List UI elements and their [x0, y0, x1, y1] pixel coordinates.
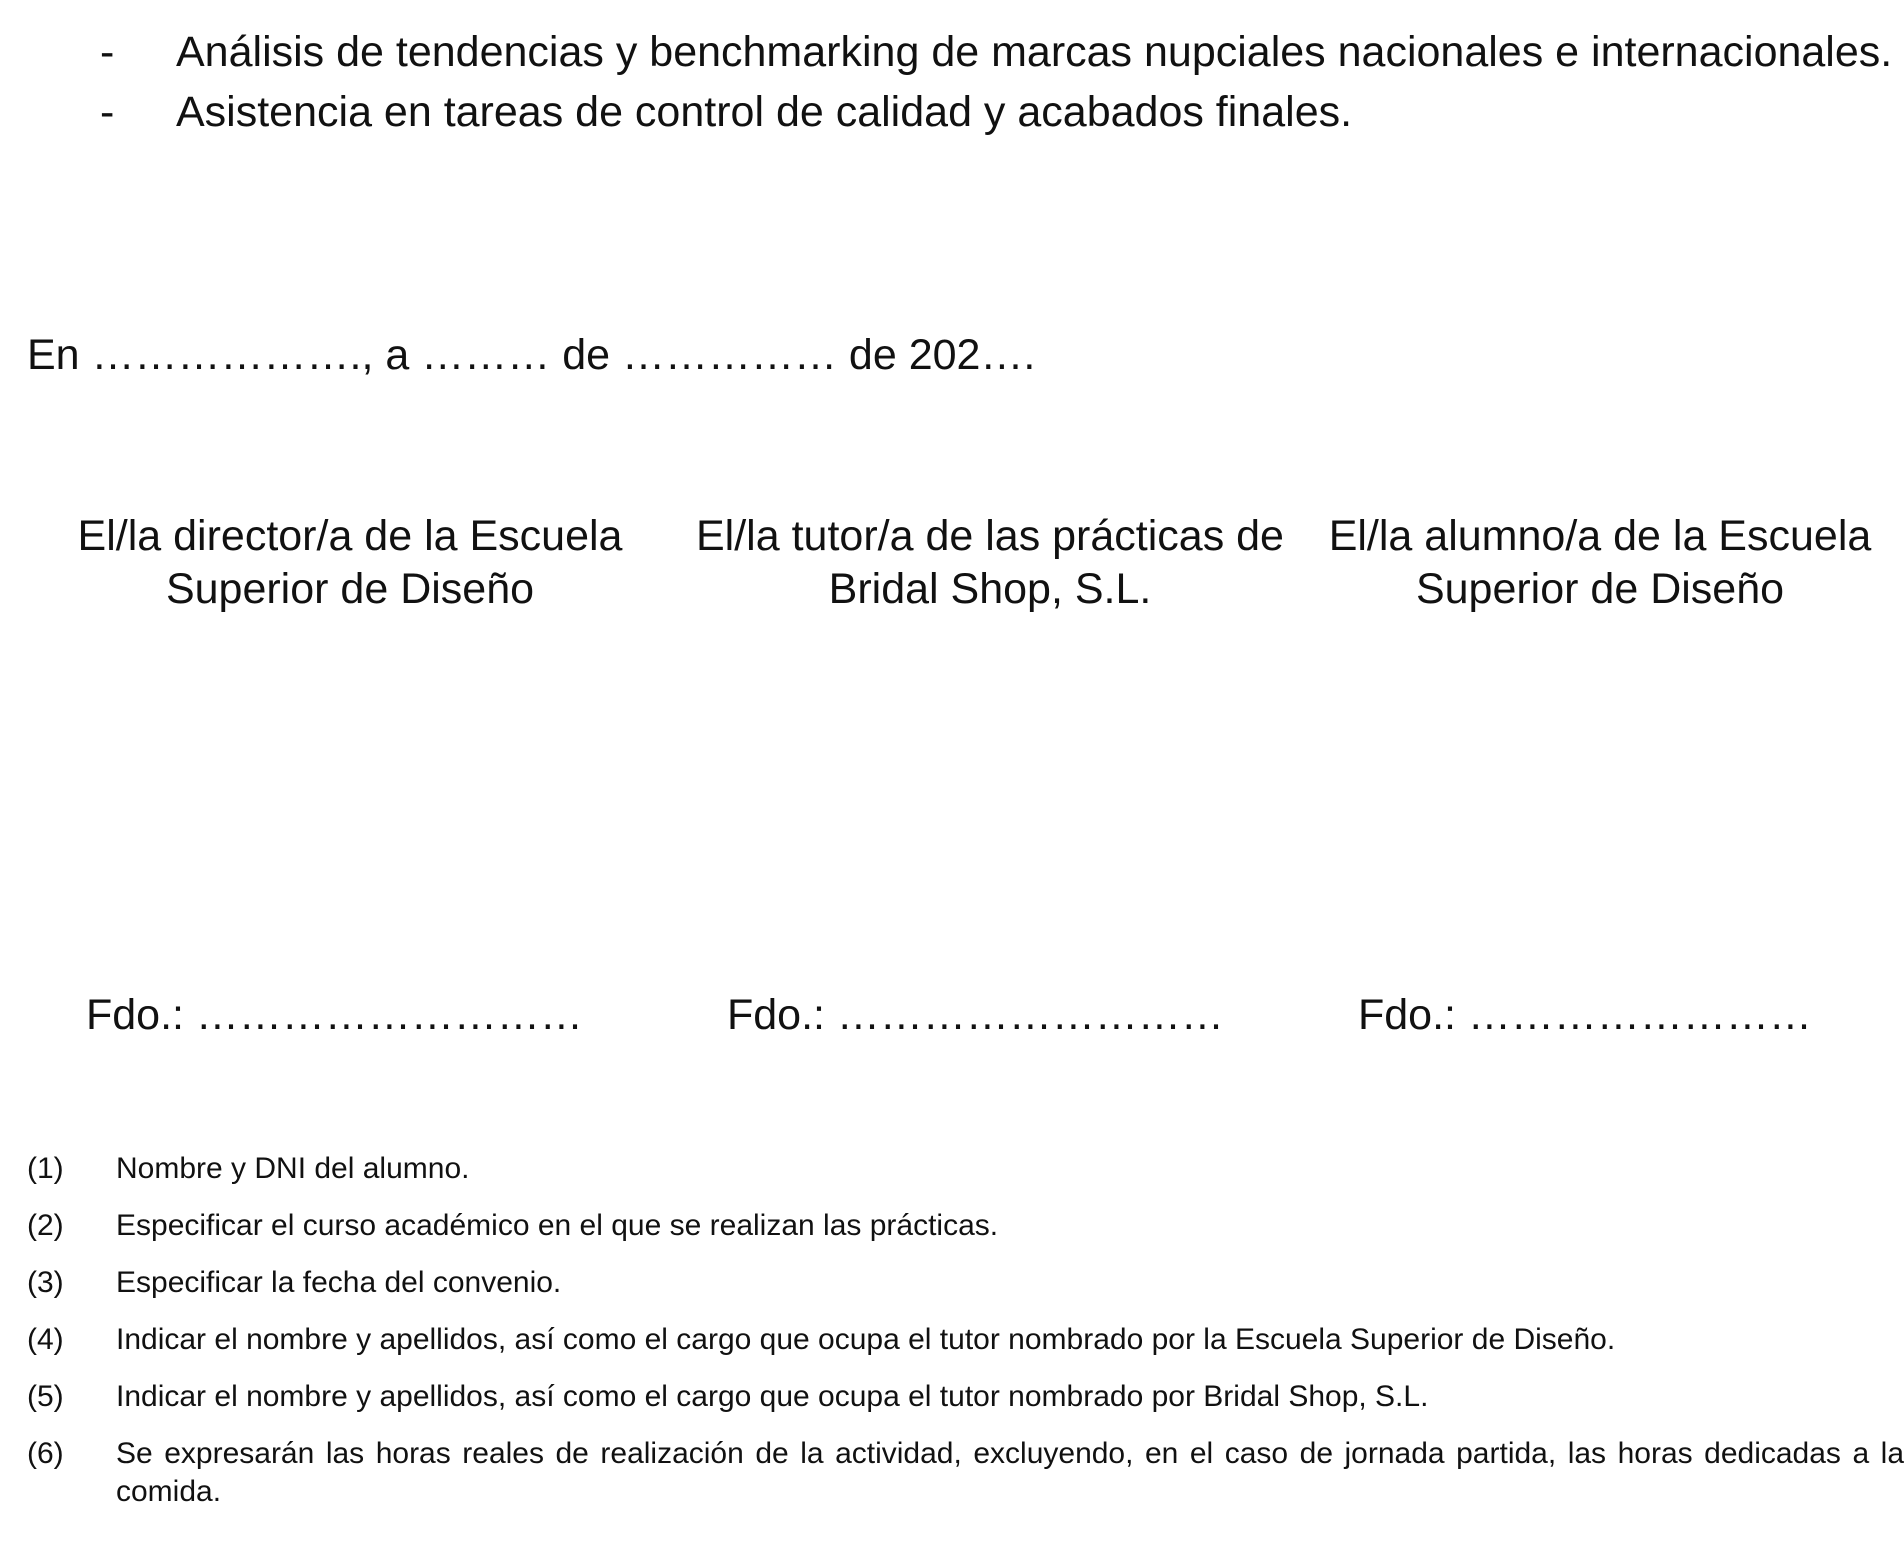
signature-role-student: El/la alumno/a de la Escuela Superior de Diseño [1328, 512, 1872, 613]
activity-list [0, 22, 1904, 142]
signature-role-tutor: El/la tutor/a de las prácticas de Bridal Shop, S.L. [696, 512, 1284, 613]
footnote-number: (4) [27, 1323, 64, 1356]
footnote-text: Especificar el curso académico en el que se realizan las prácticas. [116, 1209, 999, 1242]
list-item [0, 22, 1904, 82]
footnote-text: Se expresarán las horas reales de realización de la actividad, excluyendo, en el caso de jornada partida, las horas dedicadas a la comida. [116, 1437, 1904, 1508]
footnote [0, 1435, 1904, 1511]
footnote [0, 1321, 1904, 1359]
bullet-dash: - [100, 28, 115, 76]
signature-role-director: El/la director/a de la Escuela Superior de Diseño [77, 512, 623, 613]
list-item [0, 82, 1904, 142]
footnote-text: Indicar el nombre y apellidos, así como el cargo que ocupa el tutor nombrado por Bridal Shop, S.L. [116, 1380, 1429, 1413]
footnote-number: (2) [27, 1209, 64, 1242]
bullet-dash: - [100, 88, 115, 136]
signature-line-tutor: Fdo.: ……………………… [727, 991, 1224, 1039]
footnotes [0, 1150, 1904, 1530]
footnote-number: (3) [27, 1266, 64, 1299]
signature-line-student: Fdo.: …………………… [1358, 991, 1812, 1039]
footnote-number: (5) [27, 1380, 64, 1413]
footnote-number: (6) [27, 1437, 64, 1470]
list-item-text: Análisis de tendencias y benchmarking de marcas nupciales nacionales e internacionales. [176, 28, 1893, 76]
place-date-line: En ………………., a ……… de …………… de 202…. [27, 331, 1036, 379]
signature-line-director: Fdo.: ……………………… [86, 991, 583, 1039]
footnote [0, 1150, 1904, 1188]
footnote [0, 1378, 1904, 1416]
footnote-text: Indicar el nombre y apellidos, así como el cargo que ocupa el tutor nombrado por la Escuela Superior de Diseño. [116, 1323, 1616, 1356]
footnote [0, 1264, 1904, 1302]
footnote-text: Nombre y DNI del alumno. [116, 1152, 470, 1185]
footnote-text: Especificar la fecha del convenio. [116, 1266, 562, 1299]
footnote-number: (1) [27, 1152, 64, 1185]
list-item-text: Asistencia en tareas de control de calidad y acabados finales. [176, 88, 1353, 136]
footnote [0, 1207, 1904, 1245]
